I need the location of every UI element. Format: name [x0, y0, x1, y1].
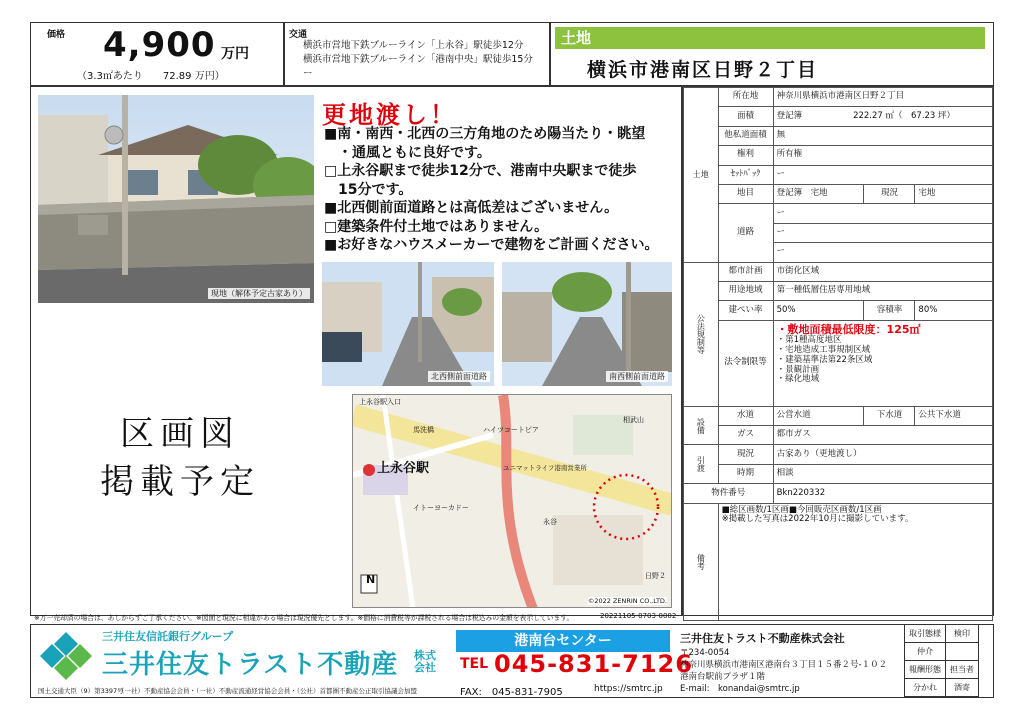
road-value: ー	[773, 204, 992, 223]
area-value: 登記簿 222.27 ㎡（ 67.23 坪）	[773, 107, 992, 126]
sewer-key: 下水道	[864, 406, 915, 425]
map-label: ハイツコートピア	[483, 426, 539, 434]
plot-placeholder	[60, 410, 300, 506]
price-unit: 万円	[221, 46, 249, 62]
rights-value: 所有権	[773, 146, 992, 165]
far-value: 80%	[915, 301, 993, 320]
traffic-line: ー	[303, 68, 313, 79]
regs-key: 法令制限等	[718, 320, 773, 406]
gas-key: ガス	[718, 426, 773, 445]
chimoku-current-value: 宅地	[915, 184, 993, 203]
document-id: 20221105-0703-0002	[600, 612, 677, 620]
company-zip: 〒234-0054	[680, 648, 730, 658]
location-value: 神奈川県横浜市港南区日野２丁目	[773, 88, 992, 107]
deal-type-label: 取引態様	[905, 625, 946, 643]
company-address-building: 港南台駅前プラザ１階	[680, 672, 766, 682]
road-key: 道路	[718, 204, 773, 262]
plot-placeholder-line: 掲載予定	[100, 462, 260, 502]
plot-placeholder-line: 区画図	[120, 414, 240, 454]
time-value: 相談	[773, 464, 992, 483]
southwest-road-photo	[502, 262, 672, 386]
highlights-list	[324, 125, 659, 255]
branch-name: 港南台センター	[456, 630, 670, 652]
law-section-header: 公法規制等	[684, 262, 719, 406]
fee-type-value: 分かれ	[905, 679, 946, 697]
inspection-label: 検印	[946, 625, 979, 643]
main-photo-caption: 現地（解体予定古家あり）	[208, 288, 310, 299]
highlight-line: □建築条件付土地ではありません。	[324, 218, 549, 235]
location-key: 所在地	[718, 88, 773, 107]
price-label: 価格	[47, 30, 66, 40]
traffic-line: 横浜市営地下鉄ブルーライン「港南中央」駅徒歩15分	[303, 54, 533, 65]
chimoku-current-label: 現況	[864, 184, 915, 203]
property-address-title: 横浜市港南区日野２丁目	[587, 59, 819, 81]
tel-label: TEL	[460, 656, 489, 672]
price-per-tsubo: （3.3㎡あたり 72.89 万円）	[77, 71, 225, 82]
company-group: 三井住友信託銀行グループ	[102, 630, 234, 643]
private-road-key: 他私道面積	[718, 126, 773, 145]
deal-table	[904, 624, 979, 697]
remark-line: ※掲載した写真は2022年10月に撮影しています。	[721, 514, 914, 525]
map-station-label: 上永谷駅	[377, 461, 430, 476]
website-link[interactable]: https://smtrc.jp	[594, 684, 663, 694]
highlight-line: ■北西側前面道路とは高低差はございません。	[324, 200, 619, 216]
deal-type-value: 仲介	[905, 643, 946, 661]
reg-item: ・第1種高度地区	[776, 335, 842, 346]
chimoku-key: 地目	[718, 184, 773, 203]
setback-value: ー	[773, 165, 992, 184]
inspection-value	[946, 643, 979, 661]
main-photo	[38, 95, 314, 303]
spec-table	[683, 87, 993, 621]
map-label: 上永谷駅入口	[359, 398, 401, 406]
reg-item: ・建築基準法第22条区域	[776, 354, 873, 365]
reg-item: ・宅地造成工事規制区域	[776, 345, 871, 356]
company-kabushiki: 株式会社	[414, 649, 436, 674]
facility-section-header: 設備	[684, 406, 719, 445]
footnote: ※万一売却済の場合は、あしからずご了承ください。※図面と現況に相違がある場合は現況優先とします。※価格に消費税等が課税される場合は税込みの金額を表示しています。	[34, 614, 574, 622]
company-name: 三井住友トラスト不動産株式会社	[680, 632, 845, 645]
map-label: 日野２	[645, 572, 666, 580]
northwest-road-photo	[322, 262, 494, 386]
southwest-road-caption: 南西側前面道路	[606, 371, 668, 382]
north-arrow-icon: N	[366, 573, 376, 586]
category-band: 土地	[555, 27, 985, 49]
area-map	[352, 394, 672, 608]
handover-section-header: 引渡	[684, 445, 719, 484]
company-email[interactable]: E-mail: konandai@smtrc.jp	[680, 684, 800, 694]
spec-panel	[682, 86, 994, 616]
price-box	[30, 22, 284, 86]
street-house-photo-icon	[38, 95, 314, 303]
reg-item: ・緑化地域	[776, 374, 820, 385]
reg-item: ・景観計画	[776, 364, 820, 375]
regs-value	[773, 320, 992, 406]
highlight-line: ・通風ともに良好です。	[324, 144, 491, 161]
traffic-lines	[303, 39, 533, 81]
rights-key: 権利	[718, 146, 773, 165]
road-value: ー	[773, 243, 992, 262]
license-number: 国土交通大臣（9）第3397号	[38, 687, 124, 695]
price-value: 4,900	[103, 25, 216, 65]
company-address: 神奈川県横浜市港南区港南台３丁目１５番２号-１０２	[680, 660, 888, 670]
fee-type-label: 報酬形態	[905, 661, 946, 679]
zone-value: 第一種低層住居専用地域	[773, 281, 992, 300]
property-number-key: 物件番号	[684, 484, 774, 503]
highlight-line: ■お好きなハウスメーカーで建物をご計画ください。	[324, 237, 659, 253]
remark-line: ■総区画数/1区画■今回販売区画数/1区画	[721, 504, 882, 515]
status-key: 現況	[718, 445, 773, 464]
staff-value: 酒寄	[946, 679, 979, 697]
road-photo-icon	[502, 262, 672, 386]
map-label: 永谷	[543, 518, 557, 526]
min-area-warning: ・敷地面積最低限度：125㎡	[776, 322, 921, 336]
highlight-line: ■南・南西・北西の三方角地のため陽当たり・眺望	[324, 126, 646, 142]
road-value: ー	[773, 223, 992, 242]
city-plan-key: 都市計画	[718, 262, 773, 281]
tel-number[interactable]: 045-831-7126	[494, 650, 693, 678]
water-value: 公営水道	[773, 406, 864, 425]
chimoku-registry-value: 宅地	[810, 188, 828, 199]
traffic-label: 交通	[289, 30, 308, 40]
company-logo-name: 三井住友トラスト不動産	[102, 650, 399, 680]
bcr-key: 建ぺい率	[718, 301, 773, 320]
northwest-road-caption: 北西側前面道路	[428, 371, 490, 382]
status-value: 古家あり（更地渡し）	[773, 445, 992, 464]
title-box	[550, 22, 994, 86]
remarks-value	[718, 503, 992, 620]
bcr-value: 50%	[773, 301, 864, 320]
map-label: イトーヨーカドー	[413, 504, 469, 512]
map-copyright: ©2022 ZENRIN CO.,LTD.	[587, 597, 667, 605]
traffic-box	[284, 22, 550, 86]
setback-key: ｾｯﾄﾊﾞｯｸ	[718, 165, 773, 184]
remarks-section-header: 備考	[684, 503, 719, 620]
sewer-value: 公共下水道	[915, 406, 993, 425]
map-label: ユニマットライフ港南営業所	[503, 464, 587, 472]
water-key: 水道	[718, 406, 773, 425]
association-note: （一社）不動産協会会員・（一社）不動産流通経営協会会員・（公社）首都圏不動産公正取引協議会加盟	[118, 687, 417, 695]
area-key: 面積	[718, 107, 773, 126]
staff-label: 担当者	[946, 661, 979, 679]
map-label: 馬洗橋	[413, 426, 434, 434]
property-number-value: Bkn220332	[773, 484, 992, 503]
private-road-value: 無	[773, 126, 992, 145]
company-logo-icon	[38, 630, 94, 680]
map-label: 相武山	[623, 416, 644, 424]
highlight-line: 15分です。	[324, 181, 413, 198]
chimoku-registry	[773, 184, 864, 203]
highlight-line: □上永谷駅まで徒歩12分で、港南中央駅まで徒歩	[324, 163, 637, 179]
road-photo-icon	[322, 262, 494, 386]
far-key: 容積率	[864, 301, 915, 320]
chimoku-registry-label: 登記簿	[776, 188, 803, 199]
time-key: 時期	[718, 464, 773, 483]
highlights-title: 更地渡し！	[322, 101, 457, 129]
fax-number: FAX: 045-831-7905	[460, 687, 563, 698]
land-section-header: 土地	[684, 88, 719, 263]
city-plan-value: 市街化区域	[773, 262, 992, 281]
zone-key: 用途地域	[718, 281, 773, 300]
traffic-line: 横浜市営地下鉄ブルーライン「上永谷」駅徒歩12分	[303, 40, 524, 51]
gas-value: 都市ガス	[773, 426, 992, 445]
